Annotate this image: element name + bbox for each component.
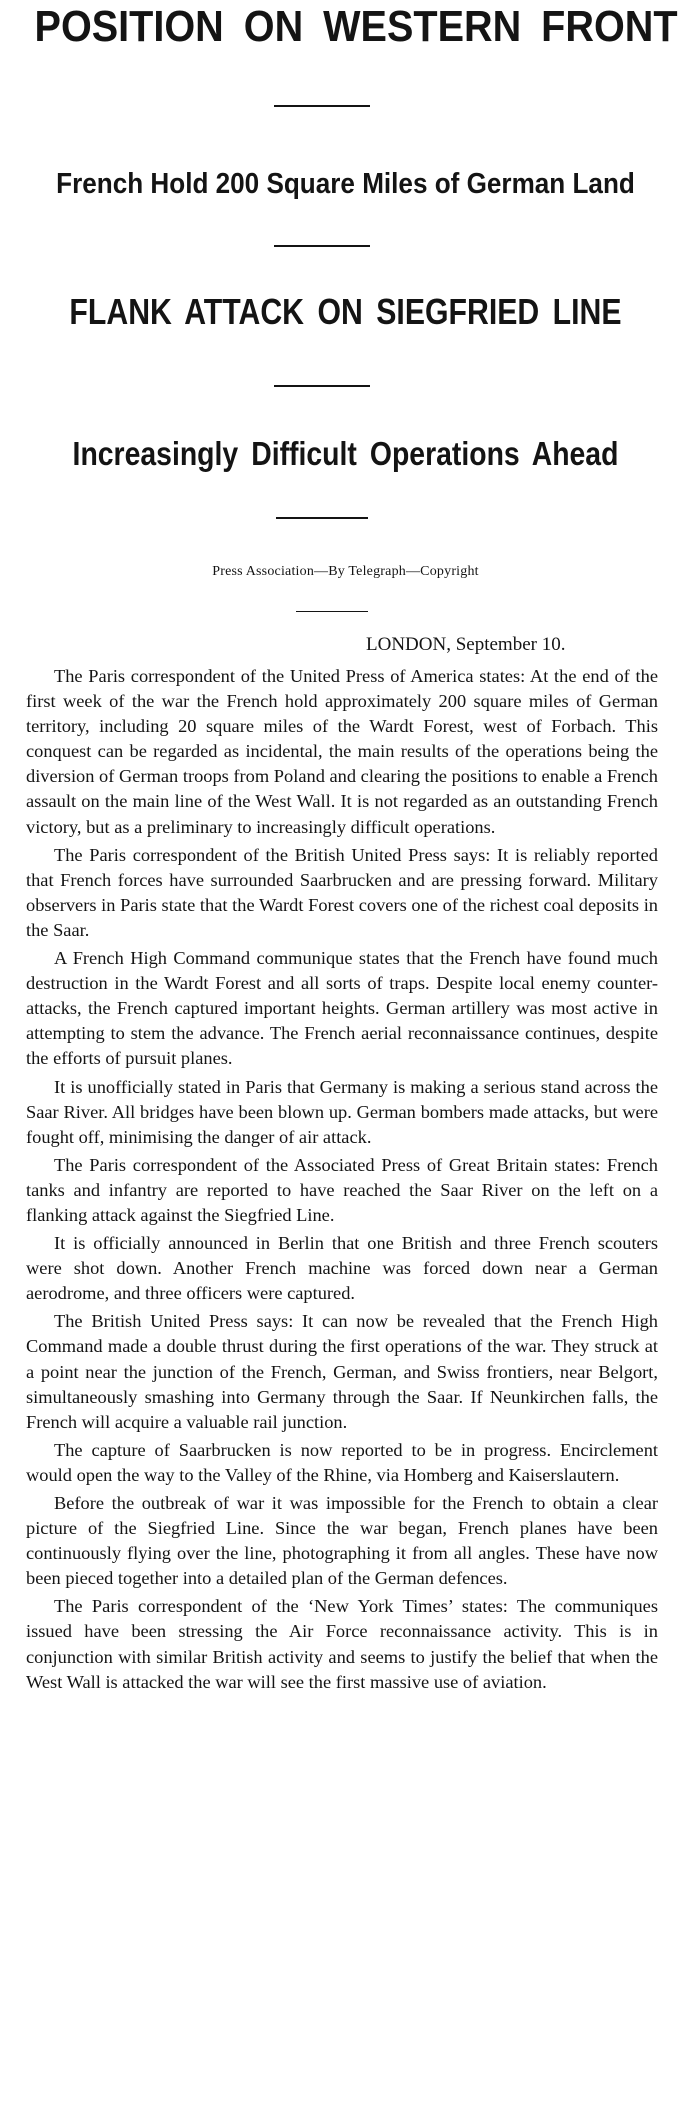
article-paragraph: It is unofficially stated in Paris that Germany is making a serious stand across the Saar River. All bridges have been blown up. German bombers made attacks, but were fought off, minimising the danger of air attack. (26, 1076, 658, 1147)
dateline: LONDON, September 10. (366, 634, 566, 655)
article-paragraph: The Paris correspondent of the British United Press says: It is reliably reported that French forces have surrounded Saarbrucken and are pressing forward. Military observers in Paris state that the Wardt Forest covers one of the richest coal deposits in the Saar. (26, 844, 658, 940)
deck-headline-1: French Hold 200 Square Miles of German Land (56, 168, 635, 200)
headline-rule (274, 245, 370, 247)
article-paragraph: Before the outbreak of war it was impossible for the French to obtain a clear picture of the Siegfried Line. Since the war began, French planes have been continuously flying over the line, photographing it from all angles. These have now been pieced together into a detailed plan of the German defences. (26, 1493, 658, 1589)
article-paragraph: The Paris correspondent of the Associated Press of Great Britain states: French tanks and infantry are reported to have reached the Saar River on the left on a flanking attack against the Siegfried Line. (26, 1154, 658, 1225)
article-paragraph: The Paris correspondent of the ‘New York Times’ states: The communiques issued have been stressing the Air Force reconnaissance activity. This is in conjunction with similar British activity and seems to justify the belief that when the West Wall is attacked the war will see the first massive use of aviation. (26, 1596, 658, 1692)
headline-rule (274, 105, 370, 107)
headline-rule (274, 385, 370, 387)
credit-rule (296, 611, 368, 612)
article-paragraph: The capture of Saarbrucken is now reported to be in progress. Encirclement would open the way to the Valley of the Rhine, via Homberg and Kaiserslautern. (26, 1439, 658, 1485)
press-credit: Press Association—By Telegraph—Copyright (212, 564, 479, 579)
headline-rule (276, 517, 368, 519)
article-paragraph: A French High Command communique states that the French have found much destruction in the Wardt Forest and all sorts of traps. Despite local enemy counter-attacks, the French captured important heights. German artillery was most active in attempting to stem the advance. The French aerial reconnaissance continues, despite the efforts of pursuit planes. (26, 948, 658, 1069)
deck-headline-3: Increasingly Difficult Operations Ahead (72, 435, 619, 472)
article-body (26, 664, 658, 1698)
article-paragraph: It is officially announced in Berlin that one British and three French scouters were shot down. Another French machine was forced down near a German aerodrome, and three officers were captured. (26, 1233, 658, 1304)
article-paragraph: The Paris correspondent of the United Press of America states: At the end of the first week of the war the French hold approximately 200 square miles of German territory, including 20 square miles of the Wardt Forest, west of Forbach. This conquest can be regarded as incidental, the main results of the operations being the diversion of German troops from Poland and clearing the positions to enable a French assault on the main line of the West Wall. It is not regarded as an outstanding French victory, but as a preliminary to increasingly difficult operations. (26, 666, 658, 837)
main-headline: POSITION ON WESTERN FRONT (34, 2, 678, 51)
deck-headline-2: FLANK ATTACK ON SIEGFRIED LINE (69, 291, 622, 332)
article-paragraph: The British United Press says: It can now be revealed that the French High Command made a double thrust during the first operations of the war. They struck at a point near the junction of the French, German, and Swiss frontiers, near Belgort, simultaneously smashing into Germany through the Saar. If Neunkirchen falls, the French will acquire a valuable rail junction. (26, 1311, 658, 1432)
